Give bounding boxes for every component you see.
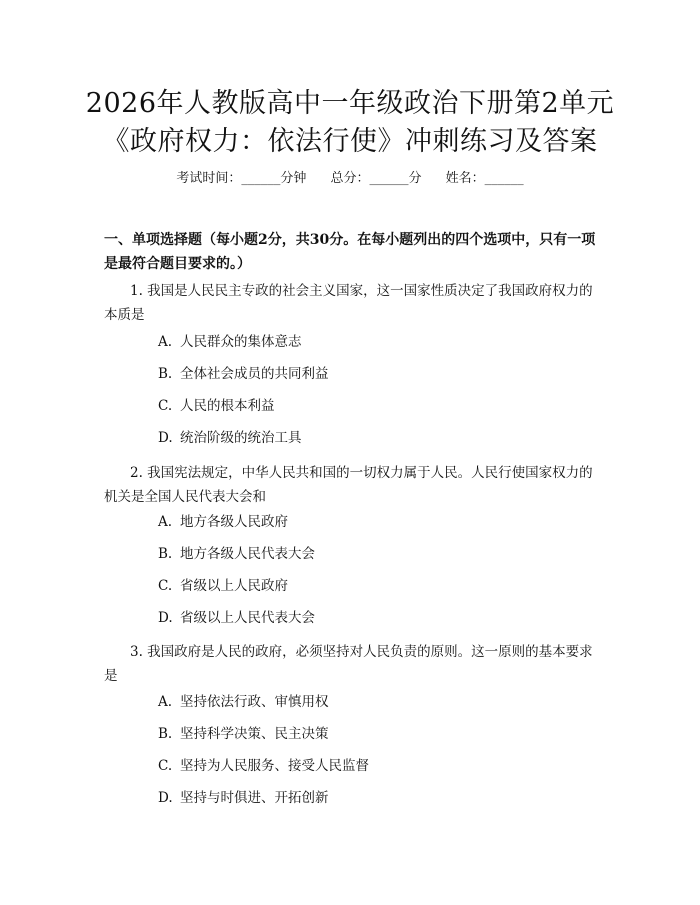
option-text: 人民群众的集体意志	[180, 334, 302, 350]
option-letter: C.	[158, 398, 173, 414]
option-letter: B.	[158, 726, 173, 742]
option-letter: D.	[158, 430, 173, 446]
exam-info-line	[0, 170, 700, 188]
option-text: 坚持为人民服务、接受人民监督	[180, 758, 369, 774]
question-2-option-a	[158, 512, 598, 532]
question-3-option-c	[158, 756, 598, 776]
option-text: 省级以上人民代表大会	[180, 610, 315, 626]
option-text: 全体社会成员的共同利益	[180, 366, 329, 382]
option-letter: B.	[158, 366, 173, 382]
question-1-option-c	[158, 396, 598, 416]
option-letter: B.	[158, 546, 173, 562]
question-3-option-b	[158, 724, 598, 744]
question-1-option-d	[158, 428, 598, 448]
question-1-option-b	[158, 364, 598, 384]
question-1-stem: 1. 我国是人民民主专政的社会主义国家，这一国家性质决定了我国政府权力的本质是	[104, 283, 593, 323]
option-text: 坚持与时俱进、开拓创新	[180, 790, 329, 806]
option-letter: C.	[158, 578, 173, 594]
question-2-stem: 2. 我国宪法规定，中华人民共和国的一切权力属于人民。人民行使国家权力的机关是全国人民代表大会和	[104, 465, 593, 505]
name-field: 姓名：______	[445, 171, 524, 186]
question-3-option-a	[158, 692, 598, 712]
option-text: 坚持科学决策、民主决策	[180, 726, 329, 742]
exam-time-field: 考试时间：______分钟	[176, 171, 307, 186]
question-3-stem: 3. 我国政府是人民的政府，必须坚持对人民负责的原则。这一原则的基本要求是	[104, 644, 593, 684]
option-letter: A.	[158, 514, 173, 530]
option-text: 地方各级人民政府	[180, 514, 288, 530]
option-text: 统治阶级的统治工具	[180, 430, 302, 446]
section-heading-single-choice: 一、单项选择题（每小题2分，共30分。在每小题列出的四个选项中，只有一项是最符合题目要求的。）	[104, 232, 596, 272]
question-2-option-c	[158, 576, 598, 596]
option-text: 人民的根本利益	[180, 398, 275, 414]
option-letter: D.	[158, 610, 173, 626]
option-letter: A.	[158, 334, 173, 350]
option-letter: D.	[158, 790, 173, 806]
question-2-option-b	[158, 544, 598, 564]
option-letter: C.	[158, 758, 173, 774]
option-text: 省级以上人民政府	[180, 578, 288, 594]
option-letter: A.	[158, 694, 173, 710]
option-text: 坚持依法行政、审慎用权	[180, 694, 329, 710]
page-title-line-2: 《政府权力：依法行使》冲刺练习及答案	[102, 126, 598, 157]
option-text: 地方各级人民代表大会	[180, 546, 315, 562]
page-title-line-1: 2026年人教版高中一年级政治下册第2单元	[85, 88, 615, 119]
question-1-option-a	[158, 332, 598, 352]
total-score-field: 总分：______分	[330, 171, 422, 186]
question-3-option-d	[158, 788, 598, 808]
question-2-option-d	[158, 608, 598, 628]
